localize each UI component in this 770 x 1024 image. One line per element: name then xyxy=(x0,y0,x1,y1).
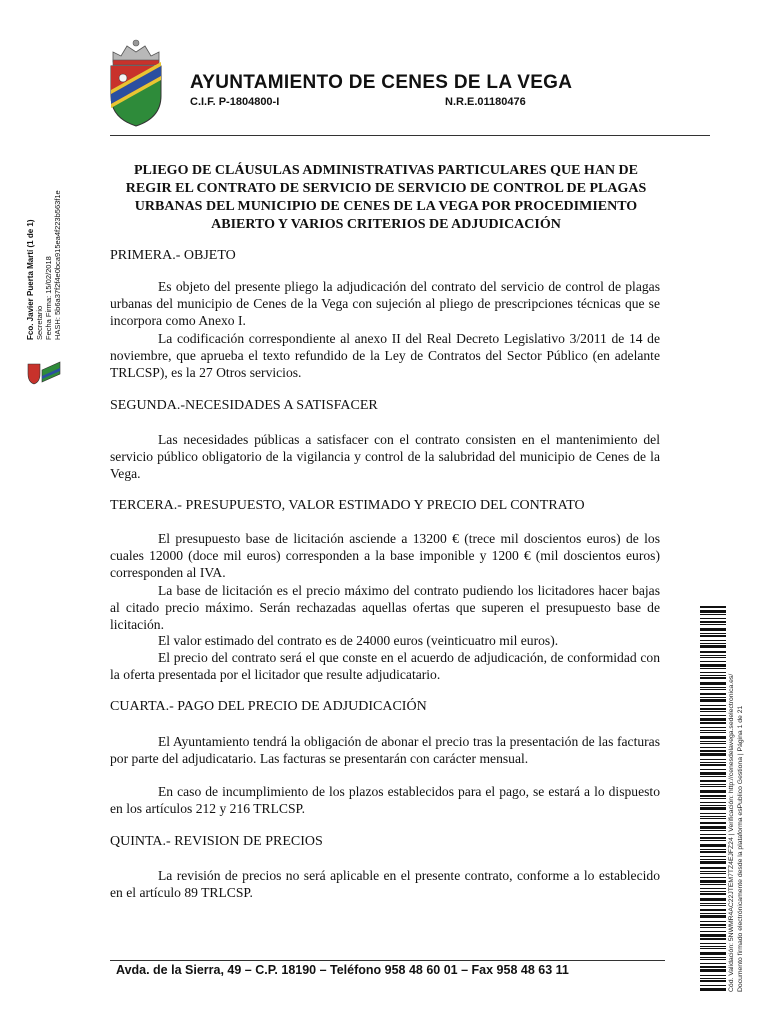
header-divider xyxy=(110,135,710,136)
paragraph-cuarta-1: El Ayuntamiento tendrá la obligación de abonar el precio tras la presentación de las facturas por parte del adjudicatario. Las facturas se presentarán con carácter mensual. xyxy=(110,734,660,767)
paragraph-primera-1: Es objeto del presente pliego la adjudicación del contrato del servicio de control de plagas urbanas del municipio de Cenes de la Vega con sujeción al pliego de prescripciones técnicas que se incorpora como Anexo I. xyxy=(110,279,660,329)
verification-barcode xyxy=(700,606,726,992)
verification-code: Cód. Validación: 5NWMR4AC22JTEM7TZ4EJFZ24 | Verificación: http://cenesdelavega.sedelectronica.es/ xyxy=(728,673,735,992)
paragraph-tercera-1: El presupuesto base de licitación asciende a 13200 € (trece mil doscientos euros) de los cuales 12000 (doce mil euros) corresponden a la base imponible y 1200 € (mil doscientos euros) corresponden al IVA. xyxy=(110,531,660,581)
section-heading-quinta: QUINTA.- REVISION DE PRECIOS xyxy=(110,834,323,849)
footer-address: Avda. de la Sierra, 49 – C.P. 18190 – Teléfono 958 48 60 01 – Fax 958 48 63 11 xyxy=(116,963,569,977)
section-heading-cuarta: CUARTA.- PAGO DEL PRECIO DE ADJUDICACIÓN xyxy=(110,699,427,714)
footer-divider xyxy=(110,960,665,961)
paragraph-cuarta-2: En caso de incumplimiento de los plazos establecidos para el pago, se estará a lo dispuesto en los artículos 212 y 216 TRLCSP. xyxy=(110,784,660,817)
signature-date: Fecha Firma: 15/02/2018 xyxy=(44,256,53,340)
section-heading-tercera: TERCERA.- PRESUPUESTO, VALOR ESTIMADO Y PRECIO DEL CONTRATO xyxy=(110,498,585,513)
section-heading-segunda: SEGUNDA.-NECESIDADES A SATISFACER xyxy=(110,398,378,413)
signer-name: Fco. Javier Puerta Martí (1 de 1) xyxy=(26,219,35,340)
paragraph-quinta-1: La revisión de precios no será aplicable en el presente contrato, conforme a lo establecido en el artículo 89 TRLCSP. xyxy=(110,868,660,901)
paragraph-tercera-2: La base de licitación es el precio máximo del contrato pudiendo los licitadores hacer bajas al citado precio máximo. Serán rechazadas aquellas ofertas que superen el presupuesto base de licitación. xyxy=(110,583,660,633)
section-heading-primera: PRIMERA.- OBJETO xyxy=(110,248,236,263)
cif-number: C.I.F. P-1804800-I xyxy=(190,96,280,108)
municipal-crest-logo xyxy=(105,36,167,128)
document-title: PLIEGO DE CLÁUSULAS ADMINISTRATIVAS PARTICULARES QUE HAN DE REGIR EL CONTRATO DE SERVICIO DE SERVICIO DE CONTROL DE PLAGAS URBANAS DEL MUNICIPIO DE CENES DE LA VEGA POR PROCEDIMIENTO ABIERTO Y VARIOS CRITERIOS DE ADJUDICACIÓN xyxy=(125,163,647,232)
signature-hash: HASH: 5b6a37f2f4e0bca915ea4f223b563f1e xyxy=(53,190,62,340)
signature-stamp xyxy=(26,80,62,340)
paragraph-segunda-1: Las necesidades públicas a satisfacer con el contrato consisten en el mantenimiento del servicio público obligatorio de la vigilancia y control de la salubridad del municipio de Cenes de la Vega. xyxy=(110,432,660,482)
paragraph-primera-2: La codificación correspondiente al anexo II del Real Decreto Legislativo 3/2011 de 14 de noviembre, que aprueba el texto refundido de la Ley de Contratos del Sector Público (en adelante TRLCSP), es la 27 Otros servicios. xyxy=(110,331,660,381)
verification-block xyxy=(728,606,745,992)
organization-name: AYUNTAMIENTO DE CENES DE LA VEGA xyxy=(190,72,573,93)
paragraph-tercera-4: El precio del contrato será el que conste en el acuerdo de adjudicación, de conformidad con la oferta presentada por el licitador que resulte adjudicatario. xyxy=(110,650,660,683)
paragraph-tercera-3: El valor estimado del contrato es de 24000 euros (veinticuatro mil euros). xyxy=(158,633,559,648)
signature-logo xyxy=(26,360,62,386)
nre-number: N.R.E.01180476 xyxy=(445,96,526,108)
signer-role: Secretario xyxy=(35,305,44,340)
verification-platform: Documento firmado electrónicamente desde la plataforma esPublico Gestiona | Página 1 de 21 xyxy=(736,705,744,992)
